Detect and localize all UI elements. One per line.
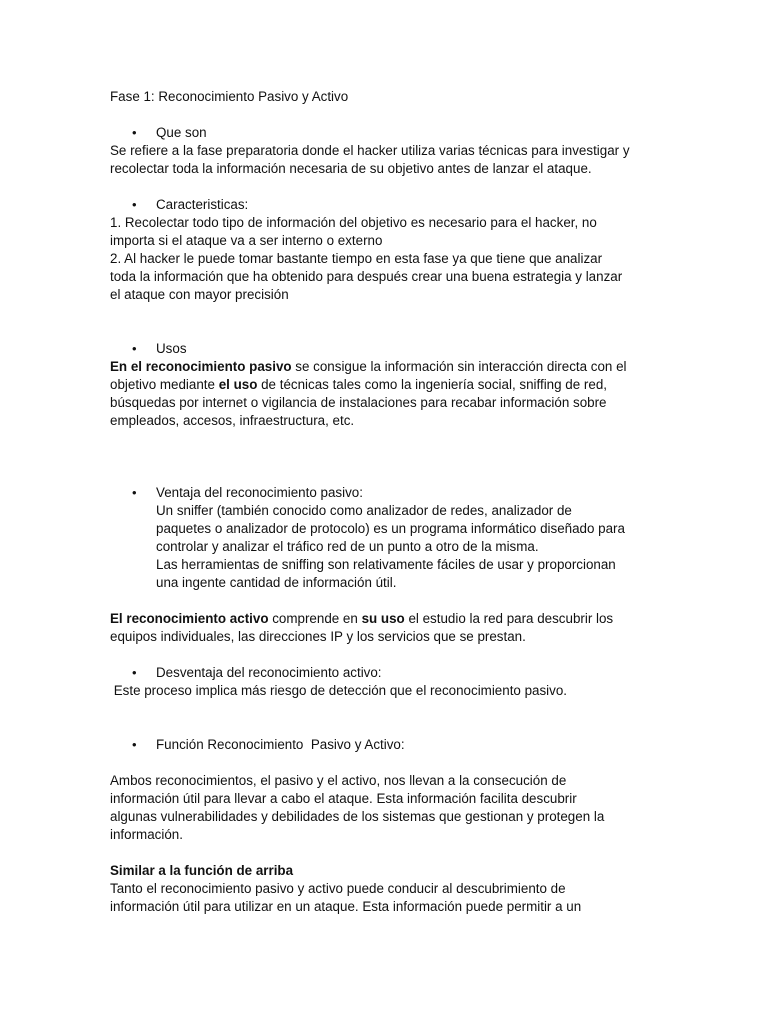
heading-usos: Usos: [156, 341, 187, 356]
caracteristicas-line: importa si el ataque va a ser interno o externo: [110, 233, 383, 248]
que-son-line-2: recolectar toda la información necesaria de su objetivo antes de lanzar el ataque.: [110, 161, 592, 176]
ventaja-line: una ingente cantidad de información útil.: [156, 575, 397, 590]
funcion-line: información.: [110, 827, 183, 842]
caracteristicas-line: toda la información que ha obtenido para después crear una buena estrategia y lanzar: [110, 269, 623, 284]
bullet-usos: [110, 340, 668, 358]
usos-line-2: [110, 376, 668, 394]
bullet-icon: •: [132, 341, 137, 356]
heading-ventaja: Ventaja del reconocimiento pasivo:: [156, 485, 363, 500]
activo-line-2: equipos individuales, las direcciones IP y los servicios que se prestan.: [110, 629, 526, 644]
similar-line: información útil para utilizar en un ataque. Esta información puede permitir a un: [110, 899, 582, 914]
heading-similar: [110, 862, 668, 880]
ventaja-line: Un sniffer (también conocido como analizador de redes, analizador de: [156, 503, 572, 518]
bullet-caracteristicas: [110, 196, 668, 214]
funcion-line: algunas vulnerabilidades y debilidades de los sistemas que gestionan y protegen la: [110, 809, 605, 824]
text-span: comprende en: [268, 611, 362, 626]
heading-caracteristicas: Caracteristicas:: [156, 197, 249, 212]
heading-que-son: Que son: [156, 125, 207, 140]
usos-line-1: [110, 358, 668, 376]
bold-text: Similar a la función de arriba: [110, 863, 294, 878]
document-title: Fase 1: Reconocimiento Pasivo y Activo: [110, 89, 349, 104]
funcion-line: Ambos reconocimientos, el pasivo y el activo, nos llevan a la consecución de: [110, 773, 567, 788]
text-span: el estudio la red para descubrir los: [404, 611, 614, 626]
usos-line-4: empleados, accesos, infraestructura, etc.: [110, 413, 355, 428]
ventaja-body: [110, 502, 668, 592]
ventaja-line: Las herramientas de sniffing son relativamente fáciles de usar y proporcionan: [156, 557, 616, 572]
bullet-icon: •: [132, 197, 137, 212]
usos-line-3: búsquedas por internet o vigilancia de instalaciones para recabar información sobre: [110, 395, 607, 410]
bullet-icon: •: [132, 125, 137, 140]
bullet-funcion: [110, 736, 668, 754]
funcion-line: información útil para llevar a cabo el ataque. Esta información facilita descubrir: [110, 791, 577, 806]
ventaja-line: controlar y analizar el tráfico red de un punto a otro de la misma.: [156, 539, 539, 554]
heading-funcion: Función Reconocimiento Pasivo y Activo:: [156, 737, 405, 752]
text-span: de técnicas tales como la ingeniería social, sniffing de red,: [257, 377, 607, 392]
text-span: se consigue la información sin interacción directa con el: [291, 359, 627, 374]
ventaja-line: paquetes o analizador de protocolo) es un programa informático diseñado para: [156, 521, 625, 536]
bullet-icon: •: [132, 485, 137, 500]
caracteristicas-line: 2. Al hacker le puede tomar bastante tiempo en esta fase ya que tiene que analizar: [110, 251, 603, 266]
que-son-line-1: Se refiere a la fase preparatoria donde el hacker utiliza varias técnicas para investigar y: [110, 143, 630, 158]
bullet-ventaja: [110, 484, 668, 502]
bold-text: su uso: [361, 611, 405, 626]
bullet-que-son: [110, 124, 668, 142]
caracteristicas-line: el ataque con mayor precisión: [110, 287, 289, 302]
bold-text: En el reconocimiento pasivo: [110, 359, 292, 374]
bullet-icon: •: [132, 665, 137, 680]
bold-text: El reconocimiento activo: [110, 611, 269, 626]
heading-desventaja: Desventaja del reconocimiento activo:: [156, 665, 382, 680]
text-span: objetivo mediante: [110, 377, 219, 392]
caracteristicas-line: 1. Recolectar todo tipo de información del objetivo es necesario para el hacker, no: [110, 215, 597, 230]
bullet-desventaja: [110, 664, 668, 682]
bullet-icon: •: [132, 737, 137, 752]
bold-text: el uso: [218, 377, 258, 392]
activo-line-1: [110, 610, 668, 628]
desventaja-line: Este proceso implica más riesgo de detección que el reconocimiento pasivo.: [110, 683, 568, 698]
similar-line: Tanto el reconocimiento pasivo y activo puede conducir al descubrimiento de: [110, 881, 566, 896]
